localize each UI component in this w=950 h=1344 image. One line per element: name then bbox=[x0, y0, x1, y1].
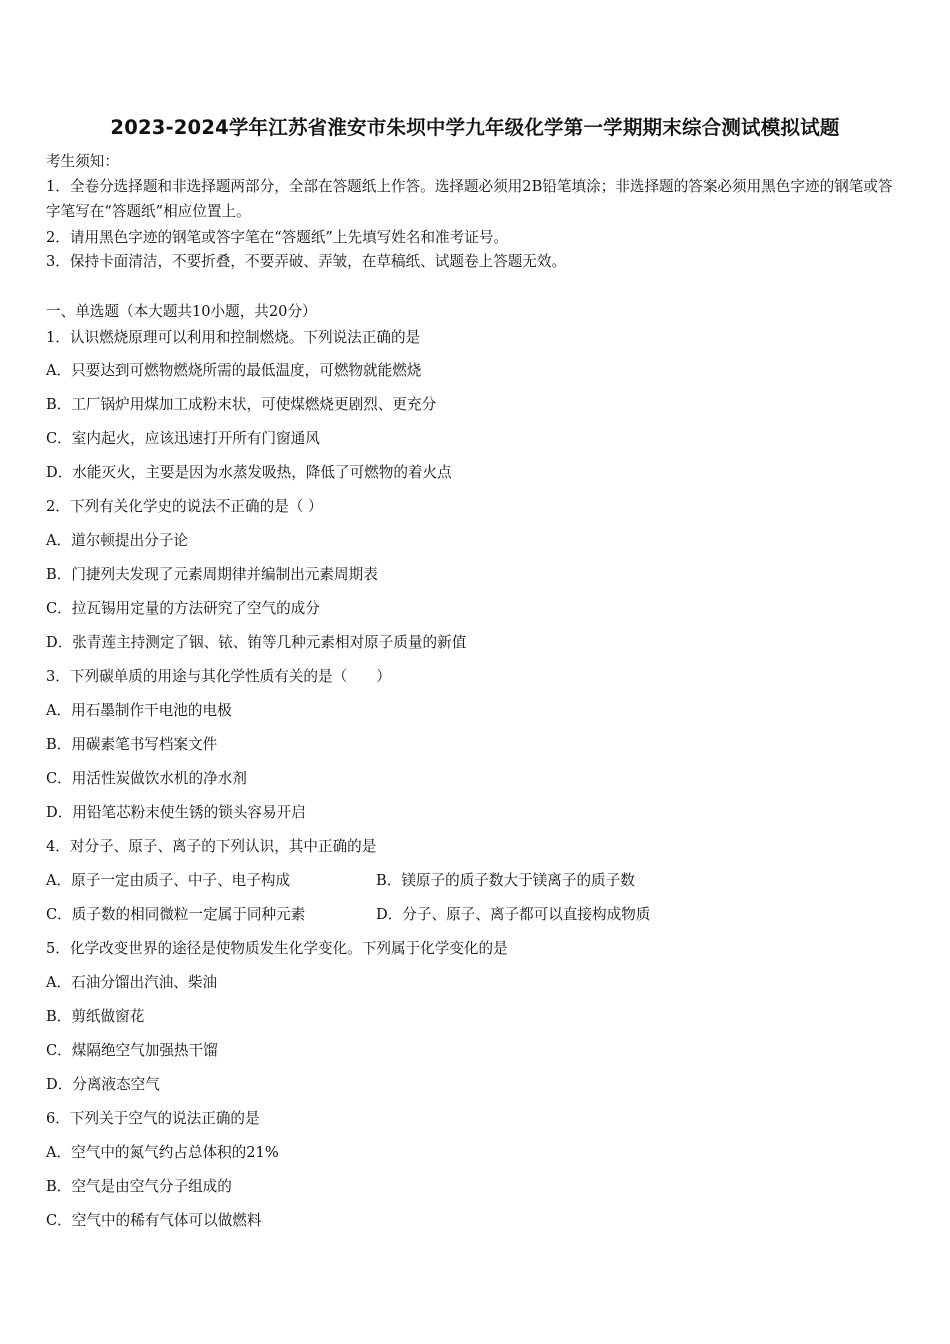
question-option: D．张青莲主持测定了铟、铱、铕等几种元素相对原子质量的新值 bbox=[46, 634, 467, 651]
question-option: B．剪纸做窗花 bbox=[46, 1008, 145, 1025]
question-option: B．镁原子的质子数大于镁离子的质子数 bbox=[376, 872, 635, 889]
question-stem: 1．认识燃烧原理可以利用和控制燃烧。下列说法正确的是 bbox=[46, 329, 421, 346]
question-option: C．室内起火，应该迅速打开所有门窗通风 bbox=[46, 430, 320, 447]
question-option: B．门捷列夫发现了元素周期律并编制出元素周期表 bbox=[46, 566, 378, 583]
question-stem: 2．下列有关化学史的说法不正确的是（ ） bbox=[46, 498, 323, 515]
question-option: B．工厂锅炉用煤加工成粉末状，可使煤燃烧更剧烈、更充分 bbox=[46, 396, 437, 413]
question-stem: 5．化学改变世界的途径是使物质发生化学变化。下列属于化学变化的是 bbox=[46, 940, 508, 957]
notice-item: 1．全卷分选择题和非选择题两部分，全部在答题纸上作答。选择题必须用2B铅笔填涂；非选择题的答案必须用黑色字迹的钢笔或答字笔写在“答题纸”相应位置上。 bbox=[46, 178, 893, 220]
question-option: A．空气中的氮气约占总体积的21% bbox=[46, 1144, 279, 1161]
question-option: C．煤隔绝空气加强热干馏 bbox=[46, 1042, 218, 1059]
question-option: D．分子、原子、离子都可以直接构成物质 bbox=[376, 906, 651, 923]
notice-heading: 考生须知： bbox=[46, 153, 119, 170]
page-title: 2023-2024学年江苏省淮安市朱坝中学九年级化学第一学期期末综合测试模拟试题 bbox=[110, 116, 840, 139]
question-option: A．原子一定由质子、中子、电子构成 bbox=[46, 872, 291, 889]
question-option: A．用石墨制作干电池的电极 bbox=[46, 702, 232, 719]
question-option: C．质子数的相同微粒一定属于同种元素 bbox=[46, 906, 306, 923]
question-option: C．拉瓦锡用定量的方法研究了空气的成分 bbox=[46, 600, 320, 617]
section-heading: 一、单选题（本大题共10小题，共20分） bbox=[46, 303, 317, 320]
question-option: A．只要达到可燃物燃烧所需的最低温度，可燃物就能燃烧 bbox=[46, 362, 422, 379]
question-stem: 4．对分子、原子、离子的下列认识，其中正确的是 bbox=[46, 838, 377, 855]
notice-item: 2．请用黑色字迹的钢笔或答字笔在“答题纸”上先填写姓名和准考证号。 bbox=[46, 229, 509, 246]
question-option: B．空气是由空气分子组成的 bbox=[46, 1178, 232, 1195]
question-option: C．用活性炭做饮水机的净水剂 bbox=[46, 770, 247, 787]
question-option: C．空气中的稀有气体可以做燃料 bbox=[46, 1212, 262, 1229]
question-option: B．用碳素笔书写档案文件 bbox=[46, 736, 218, 753]
question-option: A．道尔顿提出分子论 bbox=[46, 532, 188, 549]
question-stem: 6．下列关于空气的说法正确的是 bbox=[46, 1110, 260, 1127]
question-option: D．水能灭火，主要是因为水蒸发吸热，降低了可燃物的着火点 bbox=[46, 464, 452, 481]
question-option: A．石油分馏出汽油、柴油 bbox=[46, 974, 218, 991]
question-stem: 3．下列碳单质的用途与其化学性质有关的是（ ） bbox=[46, 668, 391, 685]
question-option: D．用铅笔芯粉末使生锈的锁头容易开启 bbox=[46, 804, 306, 821]
question-option: D．分离液态空气 bbox=[46, 1076, 160, 1093]
notice-item: 3．保持卡面清洁，不要折叠，不要弄破、弄皱，在草稿纸、试题卷上答题无效。 bbox=[46, 253, 567, 270]
